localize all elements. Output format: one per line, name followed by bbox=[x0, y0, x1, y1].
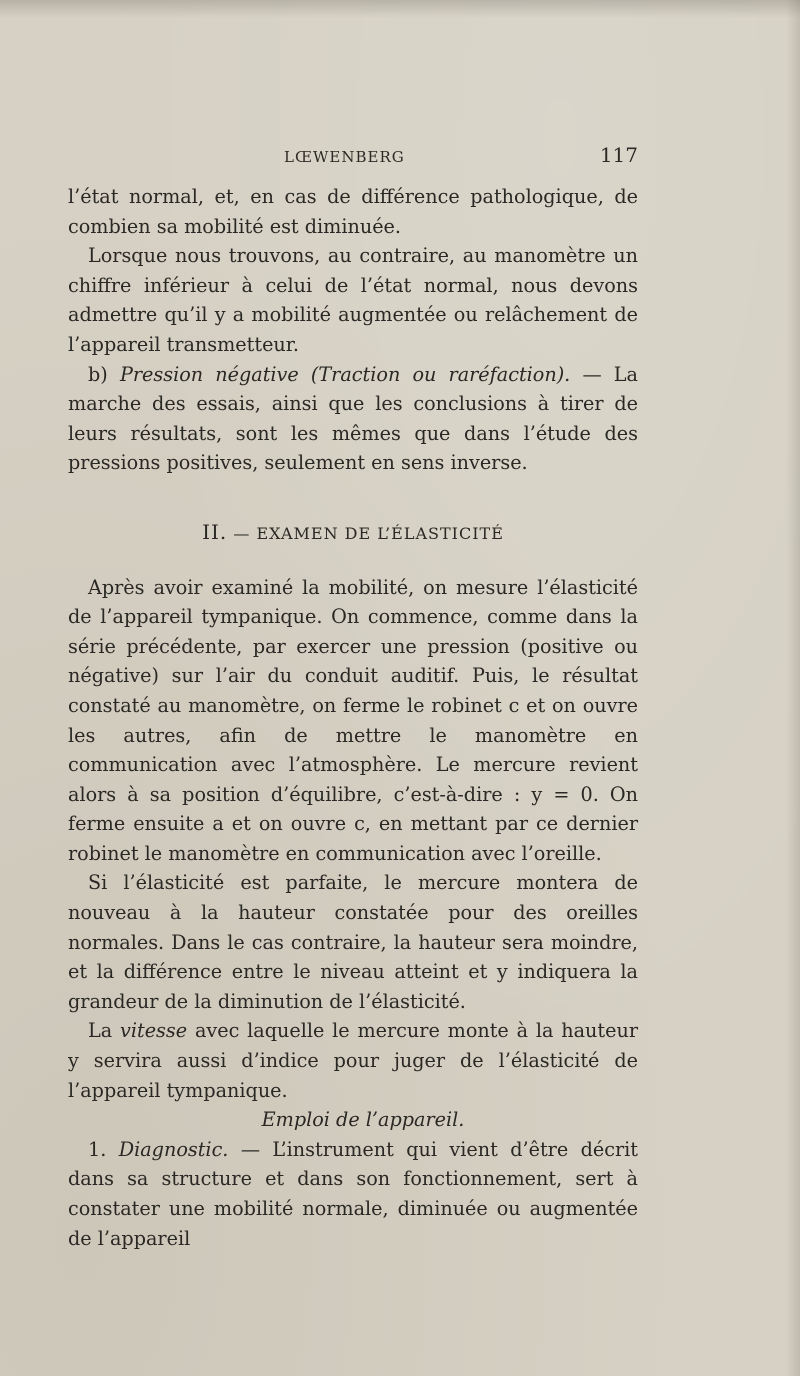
page-header bbox=[68, 145, 638, 175]
section-number: II. bbox=[202, 519, 228, 544]
paragraph-elasticity-procedure: Après avoir examiné la mobilité, on mesure l’élasticité de l’appareil tympanique. On commence, comme dans la série précédente, par exercer une pression (positive ou négative) sur l’air du conduit auditif. Puis, le résultat constaté au manomètre, on ferme le robinet c et on ouvre les autres, afin de mettre le manomètre en communication avec l’atmosphère. Le mercure revient alors à sa position d’équilibre, c’est-à-dire : y = 0. On ferme ensuite a et on ouvre c, en mettant par ce dernier robinet le manomètre en communication avec l’oreille. bbox=[68, 575, 638, 865]
paragraph-lower-reading: Lorsque nous trouvons, au contraire, au manomètre un chiffre inférieur à celui de l’état normal, nous devons admettre qu’il y a mobilité augmentée ou relâchement de l’appareil transmetteur. bbox=[68, 244, 638, 356]
paragraph-negative-pressure bbox=[68, 360, 638, 478]
speed-text: avec laquelle le mercure monte à la hauteur y servira aussi d’indice pour juger de l’élasticité de l’appareil tympanique. bbox=[68, 1019, 638, 1102]
page-shadow-top bbox=[0, 0, 800, 18]
section-title: EXAMEN DE L’ÉLASTICITÉ bbox=[256, 523, 504, 543]
item-title-diagnostic: Diagnostic. bbox=[118, 1137, 229, 1161]
running-head: LŒWENBERG bbox=[284, 148, 405, 166]
subheading: Emploi de l’appareil. bbox=[261, 1108, 465, 1132]
page-shadow-right bbox=[786, 0, 800, 1376]
paragraph-elasticity-result: Si l’élasticité est parfaite, le mercure montera de nouveau à la hauteur constatée pour des oreilles normales. Dans le cas contraire, la hauteur sera moindre, et la différence entre le niveau atteint et y indiquera la grandeur de la diminution de l’élasticité. bbox=[68, 871, 638, 1013]
section-heading bbox=[68, 518, 638, 549]
item-label-b: b) bbox=[88, 362, 108, 386]
item-text-diagnostic: — L’instrument qui vient d’être décrit dans sa structure et dans son fonctionnement, sert à constater une mobilité normale, diminuée ou augmentée de l’appareil bbox=[68, 1137, 638, 1250]
paragraph-continuation: l’état normal, et, en cas de différence pathologique, de combien sa mobilité est diminuée. bbox=[68, 185, 638, 238]
page-number: 117 bbox=[599, 143, 638, 167]
section-dash: — bbox=[233, 523, 251, 543]
paragraph-speed bbox=[68, 1016, 638, 1105]
item-title-negative-pressure: Pression négative (Traction ou raréfaction). bbox=[119, 362, 571, 386]
paragraph-diagnostic bbox=[68, 1135, 638, 1253]
speed-start: La bbox=[88, 1019, 113, 1043]
speed-term: vitesse bbox=[120, 1019, 188, 1043]
page-body bbox=[68, 182, 638, 1253]
item-label-1: 1. bbox=[88, 1137, 107, 1161]
item-text-negative-pressure: — La marche des essais, ainsi que les conclusions à tirer de leurs résultats, sont les mêmes que dans l’étude des pressions positives, seulement en sens inverse. bbox=[68, 362, 638, 475]
